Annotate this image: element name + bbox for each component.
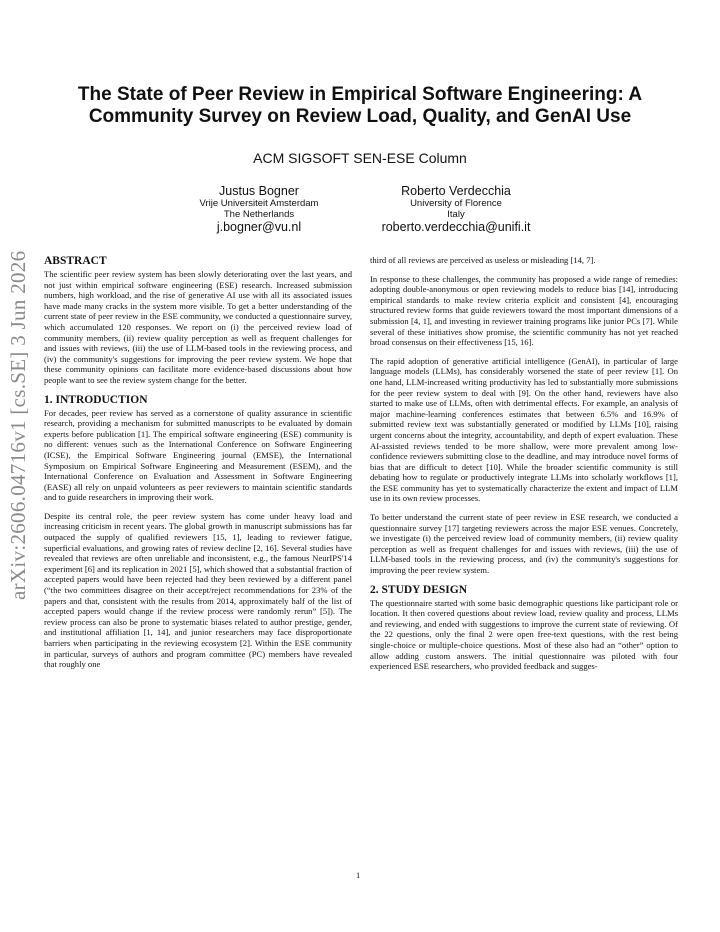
- paper-title: The State of Peer Review in Empirical Software Engineering: A Community Survey on Review Load, Quality, and GenAI Use: [77, 84, 643, 127]
- intro-heading: 1. INTRODUCTION: [44, 393, 148, 406]
- author-affiliation: Vrije Universiteit Amsterdam: [199, 198, 319, 209]
- intro-paragraph: Despite its central role, the peer review system has come under heavy load and increasing criticism in recent years. The global growth in manuscript submissions has far outpaced the supply of qualified reviewers [15, 1], leading to reviewer fatigue, superficial evaluations, and growing rates of review decline [2, 16]. Several studies have revealed that reviews are often unreliable and inconsistent, e.g., the famous NeurIPS'14 experiment [6] and its replication in 2021 [5], which showed that a substantial fraction of accepted papers would have been rejected had they been reviewed by a different panel (“the two committees disagree on their accept/reject recommendations for 23% of the papers and that, consistent with the results from 2014, approximately half of the list of accepted papers would change if the review process were randomly rerun” [5]). The review process can also be prone to systematic biases related to author prestige, gender, and institutional affiliation [1, 14], and junior researchers may face disproportionate barriers when participating in the reviewing ecosystem [2]. Within the ESE community in particular, surveys of authors and program committee (PC) members have revealed that roughly one: [44, 510, 352, 670]
- study-design-paragraph: The questionnaire started with some basic demographic questions like participant role or location. It then covered questions about review load, review quality and process, LLMs and reviewing, and ended with suggestions to improve the current state of reviewing. Of the 22 questions, only the final 2 were open free-text questions, with the rest being single-choice or multiple-choice questions. Most of these also had an “other” option to allow adding custom answers. The initial questionnaire was piloted with four experienced ESE researchers, who provided feedback and sugges-: [370, 597, 678, 672]
- right-column: [370, 255, 678, 672]
- author-country: The Netherlands: [223, 209, 295, 220]
- intro-paragraph: In response to these challenges, the community has proposed a wide range of remedies: adopting double-anonymous or open reviewing models to reduce bias [14], introducing empirical standards to make review criteria explicit and consistent [4], encouraging structured review forms that guide reviewers toward the most important dimensions of a submission [4, 1], and investing in reviewer training programs like junior PCs [7]. While several of these initiatives show promise, the scientific community has not yet reached broad consensus on their effectiveness [15, 16].: [370, 273, 678, 348]
- author-email: roberto.verdecchia@unifi.it: [381, 220, 531, 234]
- intro-paragraph: third of all reviews are perceived as useless or misleading [14, 7].: [370, 255, 596, 265]
- author-country: Italy: [447, 209, 465, 220]
- intro-paragraph: For decades, peer review has served as a cornerstone of quality assurance in scientific research, providing a mechanism for submitted manuscripts to be evaluated by domain experts before publication [1]. The empirical software engineering (ESE) community is no different: venues such as the International Conference on Software Engineering (ICSE), the Empirical Software Engineering journal (EMSE), the International Symposium on Empirical Software Engineering and Measurement (ESEM), and the International Conference on Evaluation and Assessment in Software Engineering (EASE) all rely on unpaid volunteers as peer reviewers to maintain scientific standards and to guide researchers in improving their work.: [44, 407, 352, 503]
- study-design-heading: 2. STUDY DESIGN: [370, 583, 468, 596]
- author-block: [149, 184, 369, 234]
- intro-paragraph: The rapid adoption of generative artificial intelligence (GenAI), in particular of large language models (LLMs), has considerably worsened the state of peer review [1]. On one hand, LLM-increased writing productivity has led to substantially more submissions for the peer review system to deal with [9]. On the other hand, reviewers have also started to make use of LLMs, often with detrimental effects. For example, an analysis of major machine-learning conferences estimates that between 6.5% and 16.9% of submitted review text was substantially generated or modified by LLMs [10], raising urgent concerns about the integrity, accountability, and depth of expert evaluation. These AI-assisted reviews tended to be more shallow, were more prevalent among low-confidence reviewers submitting close to the deadline, and may introduce novel forms of bias that are difficult to detect [10]. While the broader scientific community is still debating how to regulate or productively integrate LLMs into scholarly workflows [1], the ESE community has yet to systematically characterize the extent and impact of LLM use in its own review processes.: [370, 355, 678, 504]
- author-name: Justus Bogner: [219, 184, 299, 198]
- page-number: 1: [356, 870, 361, 880]
- intro-paragraph: To better understand the current state of peer review in ESE research, we conducted a questionnaire survey [17] targeting reviewers across the major ESE venues. Concretely, we investigate (i) the perceived review load of community members, (ii) review quality perception as well as frequent challenges for and issues with reviews, (iii) the use of LLM-based tools in the reviewing process, and (iv) the community's suggestions for improving the peer review system.: [370, 512, 678, 576]
- arxiv-stamp: arXiv:2606.04716v1 [cs.SE] 3 Jun 2026: [6, 250, 30, 600]
- abstract-heading: ABSTRACT: [44, 255, 107, 267]
- author-affiliation: University of Florence: [410, 198, 502, 209]
- author-email: j.bogner@vu.nl: [216, 220, 302, 234]
- paper-subtitle: ACM SIGSOFT SEN-ESE Column: [253, 150, 467, 166]
- abstract-text: The scientific peer review system has been slowly deteriorating over the last years, and not just within empirical software engineering (ESE) research. Increased submission numbers, high workload, and the rise of generative AI use with all its associated issues have made many cracks in the system more visible. To get a better understanding of the current state of peer review in the ESE community, we conducted a questionnaire survey, which accumulated 120 responses. We report on (i) the perceived review load of community members, (ii) review quality perception as well as frequent challenges for and issues with reviews, (iii) the use of LLM-based tools in the reviewing process, and (iv) the community's suggestions for improving the peer review system. We hope that these community opinions can facilitate more evidence-based discussions about how people want to see the review system change for the better.: [44, 269, 352, 385]
- left-column: [44, 255, 352, 670]
- author-block: [346, 184, 566, 234]
- author-name: Roberto Verdecchia: [401, 184, 511, 198]
